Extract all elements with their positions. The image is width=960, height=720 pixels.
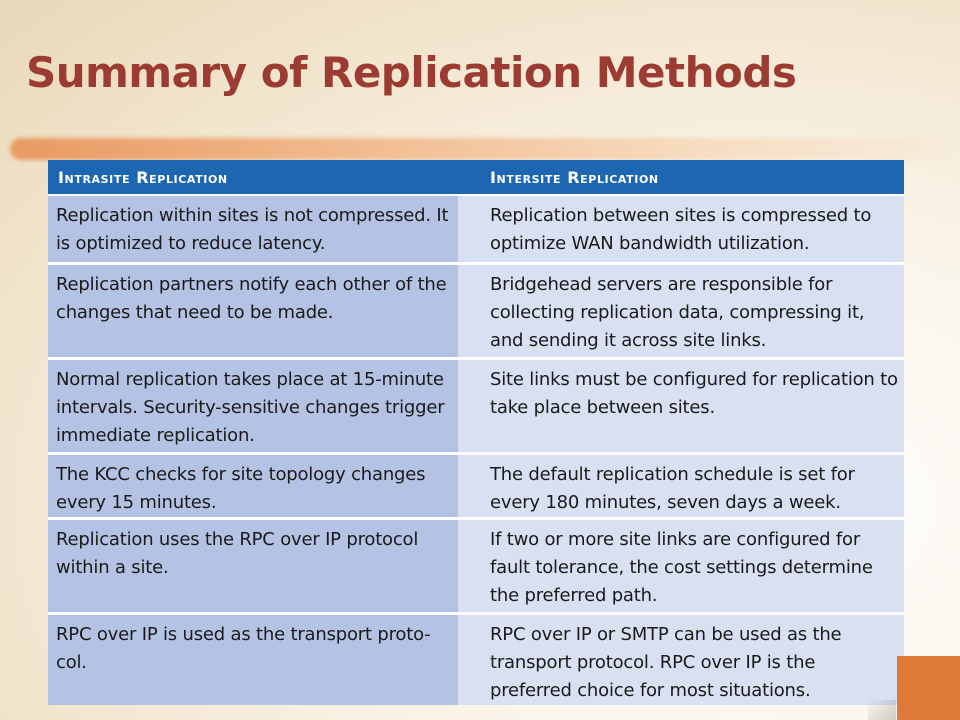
table-row bbox=[48, 454, 904, 519]
orange-accent-square bbox=[897, 656, 960, 720]
intersite-cell: Replication between sites is compressed to optimize WAN bandwidth utilization. bbox=[458, 195, 904, 264]
intersite-cell: RPC over IP or SMTP can be used as the transport protocol. RPC over IP is the preferred choice for most situations. bbox=[458, 614, 904, 706]
intersite-cell: If two or more site links are configured for fault tolerance, the cost settings determine the preferred path. bbox=[458, 519, 904, 614]
corner-shadow bbox=[868, 700, 896, 720]
table-row bbox=[48, 264, 904, 359]
table-header-row bbox=[48, 160, 904, 195]
slide-title: Summary of Replication Methods bbox=[26, 48, 797, 97]
intersite-cell: The default replication schedule is set for every 180 minutes, seven days a week. bbox=[458, 454, 904, 519]
table-row bbox=[48, 519, 904, 614]
table-row bbox=[48, 359, 904, 454]
header-intrasite: Intrasite Replication bbox=[48, 160, 458, 195]
replication-methods-table-container bbox=[48, 160, 904, 701]
intersite-cell: Bridgehead servers are responsible for collecting replication data, compressing it, and sending it across site links. bbox=[458, 264, 904, 359]
intrasite-cell: Normal replication takes place at 15-minute intervals. Security-sensitive changes trigger immediate replication. bbox=[48, 359, 458, 454]
replication-methods-table bbox=[48, 160, 904, 705]
accent-stripe bbox=[10, 138, 950, 160]
intrasite-cell: Replication partners notify each other of the changes that need to be made. bbox=[48, 264, 458, 359]
intersite-cell: Site links must be configured for replication to take place between sites. bbox=[458, 359, 904, 454]
intrasite-cell: Replication uses the RPC over IP protocol within a site. bbox=[48, 519, 458, 614]
header-intersite: Intersite Replication bbox=[458, 160, 904, 195]
intrasite-cell: RPC over IP is used as the transport proto-col. bbox=[48, 614, 458, 706]
table-row bbox=[48, 614, 904, 706]
intrasite-cell: Replication within sites is not compressed. It is optimized to reduce latency. bbox=[48, 195, 458, 264]
intrasite-cell: The KCC checks for site topology changes every 15 minutes. bbox=[48, 454, 458, 519]
table-row bbox=[48, 195, 904, 264]
